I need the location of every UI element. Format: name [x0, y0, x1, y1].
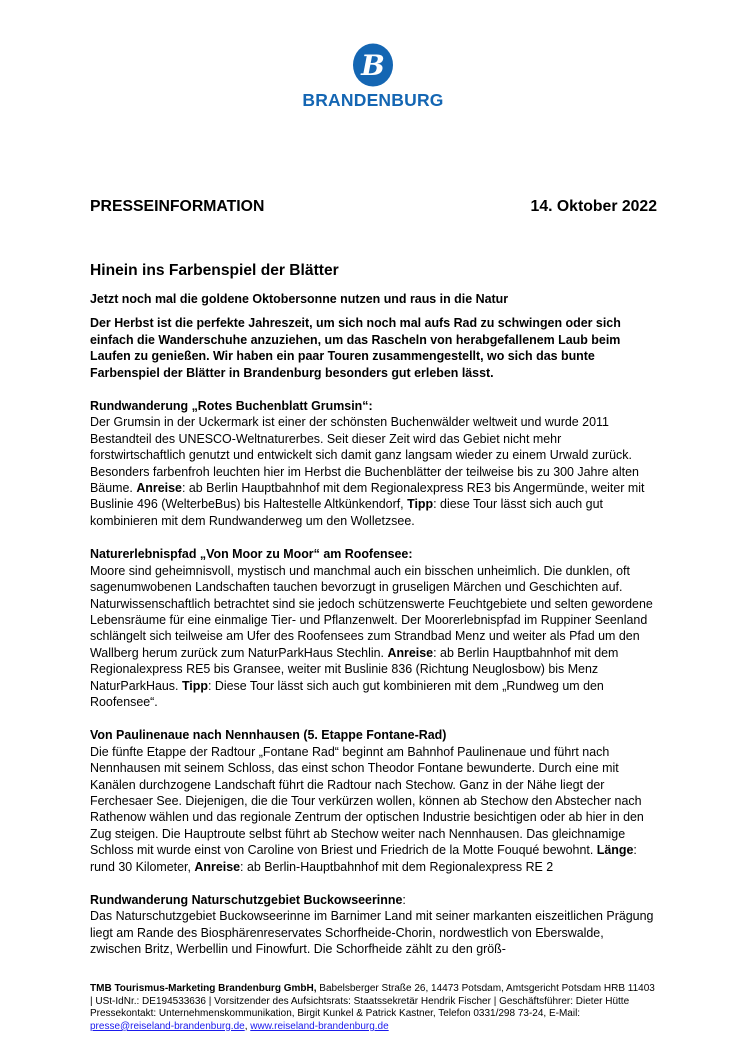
press-label: PRESSEINFORMATION — [90, 198, 265, 215]
article-subtitle: Jetzt noch mal die goldene Oktobersonne nutzen und raus in die Natur — [90, 292, 509, 306]
section-title: Von Paulinenaue nach Nennhausen (5. Etappe Fontane-Rad) — [90, 728, 447, 743]
section-body: Das Naturschutzgebiet Buckowseerinne im Barnimer Land mit seiner markanten eiszeitlichen Prägung liegt am Rande des Biosphärenreservates Schorfheide-Chorin, nordwestlich von Eberswalde, zwischen Britz, Werbellin und Finowfurt. Die Schorfheide zählt zu den größ- — [90, 909, 654, 957]
body-text: : ab Berlin Hauptbahnhof mit dem Regionalexpress RE3 bis Angermünde, weiter mit Buslinie 496 (WelterbeBus) bis Haltestelle Altkünkendorf, — [90, 481, 645, 512]
body-text: : Diese Tour lässt sich auch gut kombinieren mit dem „Rundweg um den Roofensee“. — [90, 678, 604, 709]
section-title: Rundwanderung Naturschutzgebiet Buckowseerinne — [90, 893, 403, 907]
footer-website-link[interactable]: www.reiseland-brandenburg.de — [250, 1020, 389, 1032]
body-text: : rund 30 Kilometer, — [90, 843, 637, 874]
article-lead: Der Herbst ist die perfekte Jahreszeit, um sich noch mal aufs Rad zu schwingen oder sich einfach die Wanderschuhe anzuziehen, um das Rascheln von herabgefallenem Laub beim Laufen zu genießen. Wir haben ein paar Touren zusammengestellt, wo sich das bunte Farbenspiel der Blätter in Brandenburg besonders gut erleben lässt. — [90, 316, 621, 380]
body-keyword: Anreise — [194, 859, 241, 874]
section-title: Naturerlebnispfad „Von Moor zu Moor“ am Roofensee: — [90, 547, 413, 562]
section-title: Rundwanderung „Rotes Buchenblatt Grumsin“: — [90, 399, 373, 414]
press-date: 14. Oktober 2022 — [530, 198, 657, 215]
section-fontane-rad — [90, 727, 657, 875]
section-body — [90, 744, 657, 875]
emblem-letter: B — [361, 49, 385, 82]
footer-email-link[interactable]: presse@reiseland-brandenburg.de — [90, 1020, 245, 1032]
body-keyword: Tipp — [181, 678, 208, 693]
section-roofensee — [90, 546, 657, 710]
section-title-row — [90, 892, 657, 908]
brand-name: BRANDENBURG — [302, 90, 444, 110]
footer — [90, 983, 660, 1033]
footer-separator: , — [244, 1020, 251, 1032]
section-title-suffix: : — [402, 893, 406, 907]
document-header — [90, 198, 657, 216]
body-text: Der Grumsin in der Uckermark ist einer der schönsten Buchenwälder weltweit und wurde 2011 Bestandteil des UNESCO-Weltnaturerbes. Seit dieser Zeit wird das Gebiet nicht mehr forstwirtschaftlich genutzt und entwickelt sich damit ganz langsam wieder zu einem Urwald zurück. Besonders farbenfroh leuchten hier im Herbst die Buchenblätter der teilweise bis zu 300 Jahre alten Bäume. — [90, 415, 639, 496]
body-keyword: Länge — [596, 843, 634, 858]
brandenburg-emblem-icon — [351, 42, 395, 88]
body-keyword: Anreise — [136, 481, 182, 496]
article — [90, 261, 657, 975]
article-title: Hinein ins Farbenspiel der Blätter — [90, 262, 339, 279]
section-grumsin — [90, 398, 657, 529]
body-text: : ab Berlin-Hauptbahnhof mit dem Regionalexpress RE 2 — [240, 859, 554, 874]
brandenburg-logo — [292, 42, 454, 111]
section-buckowseerinne — [90, 892, 657, 958]
section-body — [90, 563, 657, 711]
body-keyword: Anreise — [387, 645, 434, 660]
body-text: Die fünfte Etappe der Radtour „Fontane Rad“ beginnt am Bahnhof Paulinenaue und führt nach Nennhausen mit seinem Schloss, das einst schon Theodor Fontane bewunderte. Durch eine mit Kanälen durchzogene Landschaft führt die Radtour nach Stechow. Ganz in der Nähe liegt der Ferchesaer See. Diejenigen, die die Tour verkürzen wollen, können ab Stechow den Abstecher nach Rathenow wählen und das regionale Zentrum der optischen Industrie besichtigen oder ab hier in den Zug steigen. Die Hauptroute selbst führt ab Stechow weiter nach Nennhausen. Das gleichnamige Schloss mit wurde einst von Caroline von Briest und Friedrich de la Motte Fouqué bewohnt. — [90, 744, 644, 858]
section-body — [90, 414, 657, 529]
body-text: : diese Tour lässt sich auch gut kombinieren mit dem Rundwanderweg um den Wolletzsee. — [90, 497, 603, 528]
body-text: : ab Berlin Hauptbahnhof mit dem Regionalexpress RE5 bis Gransee, weiter mit Buslinie 836 (Richtung Neuglosbow) bis Menz NaturParkHaus. — [90, 645, 619, 693]
body-text: Moore sind geheimnisvoll, mystisch und manchmal auch ein bisschen unheimlich. Die dunklen, oft sagenumwobenen Landschaften tauchen bevorzugt in gruseligen Märchen und Geschichten auf. Naturwissenschaftlich betrachtet sind sie jedoch schützenswerte Feuchtgebiete und selten gewordene Lebensräume für eine einmalige Tier- und Pflanzenwelt. Der Moorerlebnispfad im Ruppiner Seenland schlängelt sich teilweise am Ufer des Roofensees zum Strandbad Menz und weiter als Pfad um den Wallberg herum zurück zum NaturParkHaus Stechlin. — [90, 563, 653, 660]
footer-address: Babelsberger Straße 26, 14473 Potsdam, Amtsgericht Potsdam HRB 11403 | USt-IdNr.: DE194533636 | Vorsitzender des Aufsichtsrats: Staatssekretär Hendrik Fischer | Geschäftsführer: Dieter Hütte Pressekontakt: Unternehmenskommunikation, Birgit Kunkel & Patrick Kastner, Telefon 0331/298 73-24, E-Mail: — [90, 983, 655, 1020]
footer-company: TMB Tourismus-Marketing Brandenburg GmbH, — [90, 983, 317, 994]
body-keyword: Tipp — [407, 497, 434, 512]
